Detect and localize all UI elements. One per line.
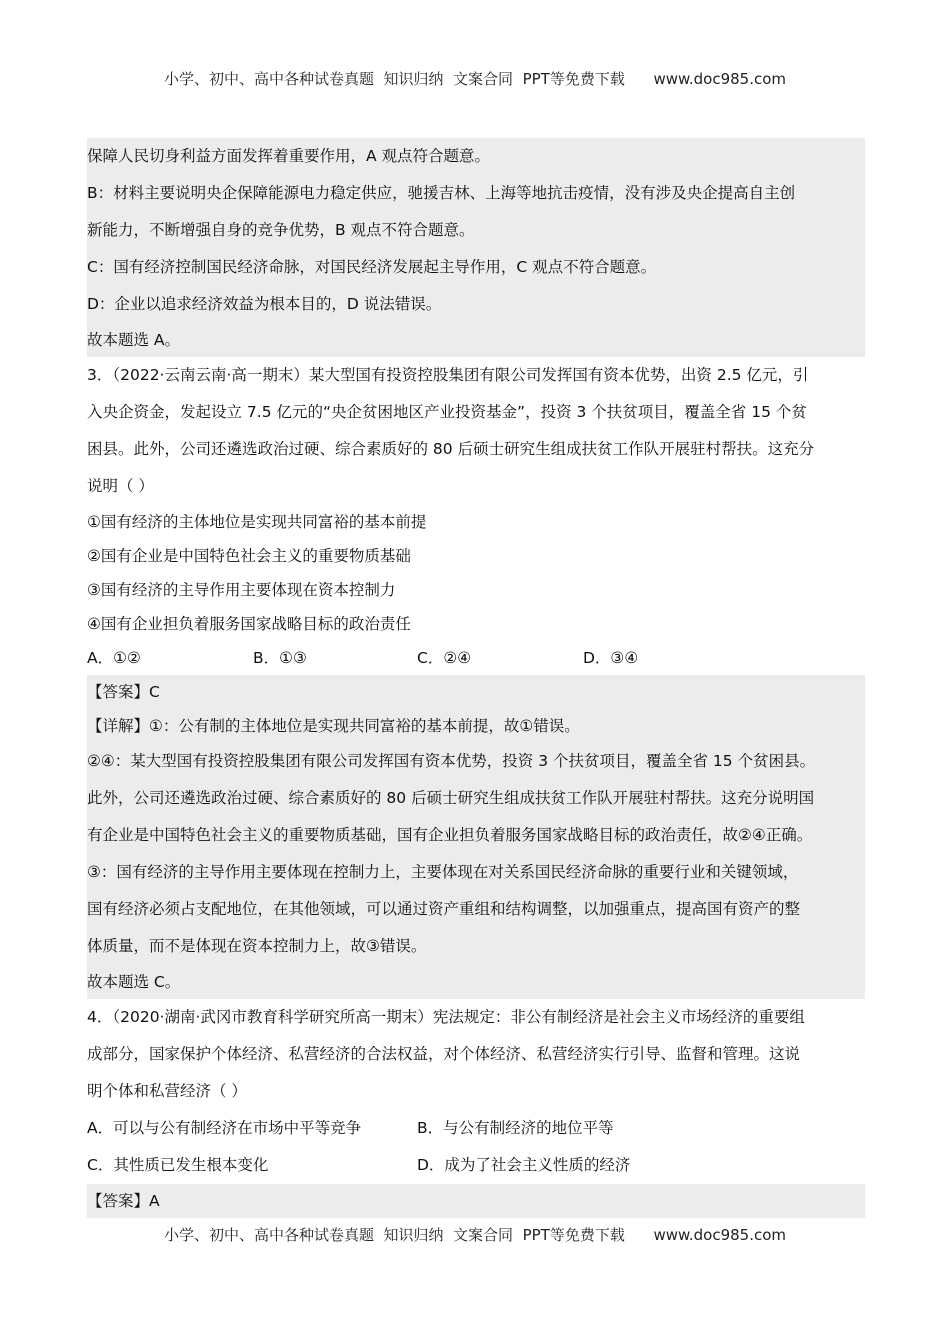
question-3 xyxy=(87,357,865,675)
option-b: B．①③ xyxy=(253,649,307,667)
page-header: 小学、初中、高中各种试卷真题 知识归纳 文案合同 PPT等免费下载 www.doc985.com xyxy=(163,70,787,88)
text-line: C：国有经济控制国民经济命脉，对国民经济发展起主导作用，C 观点不符合题意。 xyxy=(87,258,657,276)
detail-line: 体质量，而不是体现在资本控制力上，故③错误。 xyxy=(87,937,427,955)
text-line: 保障人民切身利益方面发挥着重要作用，A 观点符合题意。 xyxy=(87,147,491,165)
statement-2: ②国有企业是中国特色社会主义的重要物质基础 xyxy=(87,547,411,565)
question-4 xyxy=(87,999,865,1184)
statement-3: ③国有经济的主导作用主要体现在资本控制力 xyxy=(87,581,396,599)
detail-line: 国有经济必须占支配地位，在其他领域，可以通过资产重组和结构调整，以加强重点，提高国有资产的整 xyxy=(87,900,801,918)
text-line: 新能力，不断增强自身的竞争优势，B 观点不符合题意。 xyxy=(87,221,475,239)
options-row xyxy=(87,641,865,675)
text-line: 故本题选 A。 xyxy=(87,331,181,349)
text-line: B：材料主要说明央企保障能源电力稳定供应，驰援吉林、上海等地抗击疫情，没有涉及央企提高自主创 xyxy=(87,184,796,202)
option-d: D．③④ xyxy=(583,649,639,667)
page-footer: 小学、初中、高中各种试卷真题 知识归纳 文案合同 PPT等免费下载 www.doc985.com xyxy=(163,1226,787,1244)
options-row xyxy=(87,1110,865,1147)
question-stem-line: 明个体和私营经济（ ） xyxy=(87,1082,247,1100)
option-a: A．可以与公有制经济在市场中平等竞争 xyxy=(87,1119,362,1137)
question-stem-line: 成部分，国家保护个体经济、私营经济的合法权益，对个体经济、私营经济实行引导、监督和管理。这说 xyxy=(87,1045,801,1063)
detail-line: 【详解】①：公有制的主体地位是实现共同富裕的基本前提，故①错误。 xyxy=(87,717,580,735)
explanation-continued xyxy=(87,138,865,357)
statement-4: ④国有企业担负着服务国家战略目标的政治责任 xyxy=(87,615,411,633)
question-stem-line: 困县。此外，公司还遴选政治过硬、综合素质好的 80 后硕士研究生组成扶贫工作队开展驻村帮扶。这充分 xyxy=(87,440,815,458)
option-c: C．其性质已发生根本变化 xyxy=(87,1156,269,1174)
option-a: A．①② xyxy=(87,649,141,667)
detail-line: 有企业是中国特色社会主义的重要物质基础，国有企业担负着服务国家战略目标的政治责任，故②④正确。 xyxy=(87,826,813,844)
answer-block-4 xyxy=(87,1184,865,1218)
detail-line: ②④：某大型国有投资控股集团有限公司发挥国有资本优势，投资 3 个扶贫项目，覆盖全省 15 个贫困县。 xyxy=(87,752,816,770)
question-stem-line: 入央企资金，发起设立 7.5 亿元的“央企贫困地区产业投资基金”，投资 3 个扶贫项目，覆盖全省 15 个贫 xyxy=(87,403,807,421)
text-line: D：企业以追求经济效益为根本目的，D 说法错误。 xyxy=(87,295,442,313)
detail-line: ③：国有经济的主导作用主要体现在控制力上，主要体现在对关系国民经济命脉的重要行业和关键领域， xyxy=(87,863,799,881)
answer-block-3 xyxy=(87,675,865,999)
document-body xyxy=(87,138,865,1218)
option-d: D．成为了社会主义性质的经济 xyxy=(417,1156,631,1174)
option-b: B．与公有制经济的地位平等 xyxy=(417,1119,614,1137)
options-row xyxy=(87,1147,865,1184)
answer-label: 【答案】A xyxy=(87,1192,160,1210)
option-c: C．②④ xyxy=(417,649,472,667)
detail-line: 故本题选 C。 xyxy=(87,973,181,991)
question-stem-line: 说明（ ） xyxy=(87,477,154,495)
question-stem-line: 4．（2020·湖南·武冈市教育科学研究所高一期末）宪法规定：非公有制经济是社会主义市场经济的重要组 xyxy=(87,1008,805,1026)
question-stem-line: 3．（2022·云南云南·高一期末）某大型国有投资控股集团有限公司发挥国有资本优势，出资 2.5 亿元，引 xyxy=(87,366,809,384)
detail-line: 此外，公司还遴选政治过硬、综合素质好的 80 后硕士研究生组成扶贫工作队开展驻村帮扶。这充分说明国 xyxy=(87,789,815,807)
answer-label: 【答案】C xyxy=(87,683,160,701)
statement-1: ①国有经济的主体地位是实现共同富裕的基本前提 xyxy=(87,513,427,531)
